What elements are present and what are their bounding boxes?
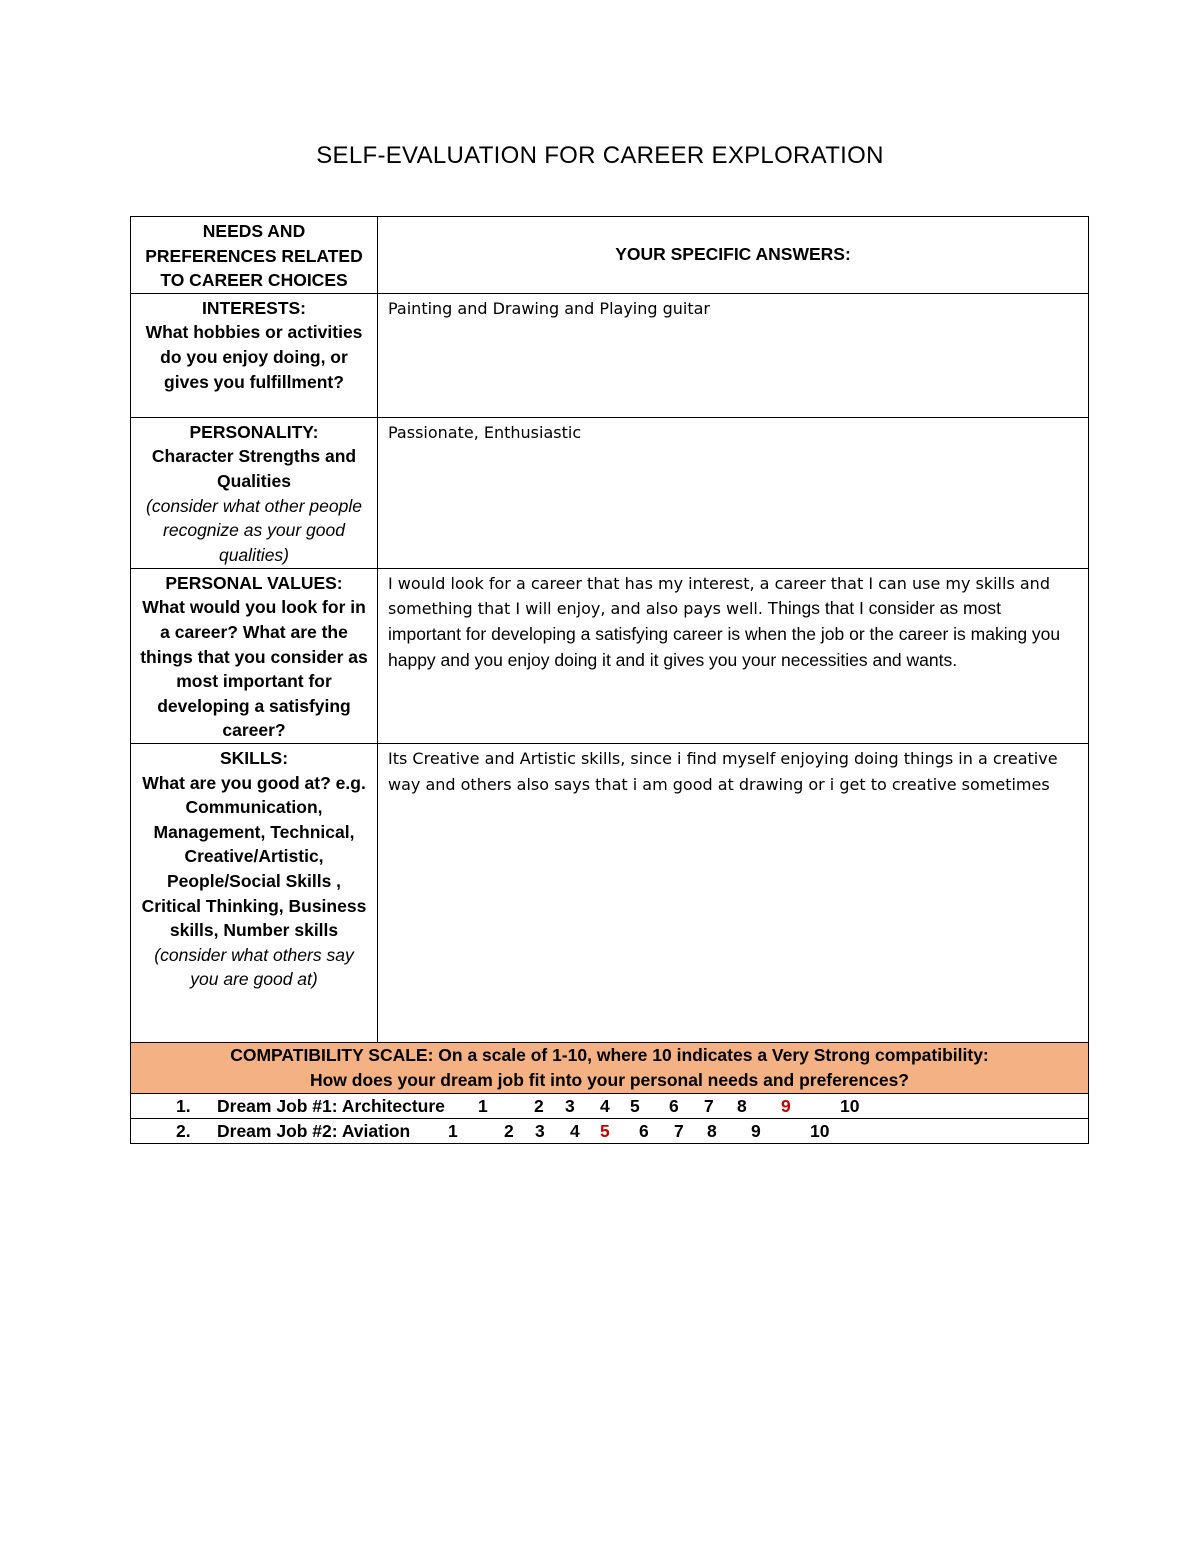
interests-row bbox=[131, 293, 1089, 417]
header-right: YOUR SPECIFIC ANSWERS: bbox=[378, 217, 1089, 294]
personality-heading: PERSONALITY: bbox=[189, 421, 319, 442]
page-title: SELF-EVALUATION FOR CAREER EXPLORATION bbox=[316, 142, 884, 169]
compatibility-line2: How does your dream job fit into your personal needs and preferences? bbox=[309, 1069, 909, 1090]
personality-note: (consider what other people recognize as your good qualities) bbox=[146, 495, 362, 565]
job-number: 1. bbox=[176, 1095, 191, 1116]
scale-value-1: 1 bbox=[448, 1120, 458, 1141]
skills-row bbox=[131, 743, 1089, 1042]
scale-value-4: 4 bbox=[570, 1120, 580, 1141]
values-answer-part1: I would look for a career that has my interest, a career that I can use my skills and something that I will enjoy, and also pays well. bbox=[388, 573, 1050, 619]
values-heading: PERSONAL VALUES: bbox=[165, 572, 343, 593]
scale-value-9: 9 bbox=[751, 1120, 761, 1141]
scale-value-7: 7 bbox=[674, 1120, 684, 1141]
scale-value-9: 9 bbox=[781, 1095, 791, 1116]
values-answer-part2: Things that I consider as most important for developing a satisfying career is when the job or the career is making you happy and you enjoy doing it and it gives you your necessities and wants. bbox=[388, 598, 1061, 670]
dream-job-1-row bbox=[131, 1093, 1089, 1118]
header-row bbox=[131, 217, 1089, 294]
personality-row bbox=[131, 417, 1089, 568]
dream-job-2-row bbox=[131, 1118, 1089, 1143]
scale-value-10: 10 bbox=[840, 1095, 860, 1116]
scale-value-6: 6 bbox=[639, 1120, 649, 1141]
scale-value-1: 1 bbox=[478, 1095, 488, 1116]
skills-answer: Its Creative and Artistic skills, since i find myself enjoying doing things in a creative way and others also says that i am good at drawing or i get to creative sometimes bbox=[388, 748, 1058, 794]
scale-value-4: 4 bbox=[600, 1095, 610, 1116]
job-label: Dream Job #2: Aviation bbox=[217, 1120, 411, 1141]
interests-heading: INTERESTS: bbox=[201, 297, 307, 318]
personality-question: Character Strengths and Qualities bbox=[151, 446, 357, 491]
values-question: What would you look for in a career? What are the things that you consider as most important for developing a satisfying career? bbox=[140, 597, 368, 741]
interests-question: What hobbies or activities do you enjoy doing, or gives you fulfillment? bbox=[145, 322, 363, 392]
scale-value-7: 7 bbox=[704, 1095, 714, 1116]
values-row bbox=[131, 568, 1089, 743]
skills-question: What are you good at? e.g. Communication, Management, Technical, Creative/Artistic, People/Social Skills , Critical Thinking, Business skills, Number skills bbox=[141, 772, 367, 941]
scale-value-6: 6 bbox=[669, 1095, 679, 1116]
scale-value-8: 8 bbox=[737, 1095, 747, 1116]
job-label: Dream Job #1: Architecture bbox=[217, 1095, 445, 1116]
scale-value-10: 10 bbox=[810, 1120, 830, 1141]
skills-heading: SKILLS: bbox=[219, 747, 289, 768]
scale-value-5: 5 bbox=[600, 1120, 610, 1141]
skills-note: (consider what others say you are good at) bbox=[154, 944, 354, 990]
header-left: NEEDS AND PREFERENCES RELATED TO CAREER CHOICES bbox=[131, 217, 378, 294]
scale-value-3: 3 bbox=[565, 1095, 575, 1116]
evaluation-table bbox=[130, 216, 1089, 1144]
job-number: 2. bbox=[176, 1120, 191, 1141]
interests-answer: Painting and Drawing and Playing guitar bbox=[388, 298, 711, 318]
personality-answer: Passionate, Enthusiastic bbox=[388, 422, 582, 442]
scale-value-2: 2 bbox=[534, 1095, 544, 1116]
scale-value-8: 8 bbox=[707, 1120, 717, 1141]
scale-value-3: 3 bbox=[535, 1120, 545, 1141]
compatibility-header-row bbox=[131, 1042, 1089, 1093]
scale-value-5: 5 bbox=[630, 1095, 640, 1116]
compatibility-line1: COMPATIBILITY SCALE: On a scale of 1-10, where 10 indicates a Very Strong compatibility: bbox=[230, 1045, 989, 1066]
scale-value-2: 2 bbox=[504, 1120, 514, 1141]
